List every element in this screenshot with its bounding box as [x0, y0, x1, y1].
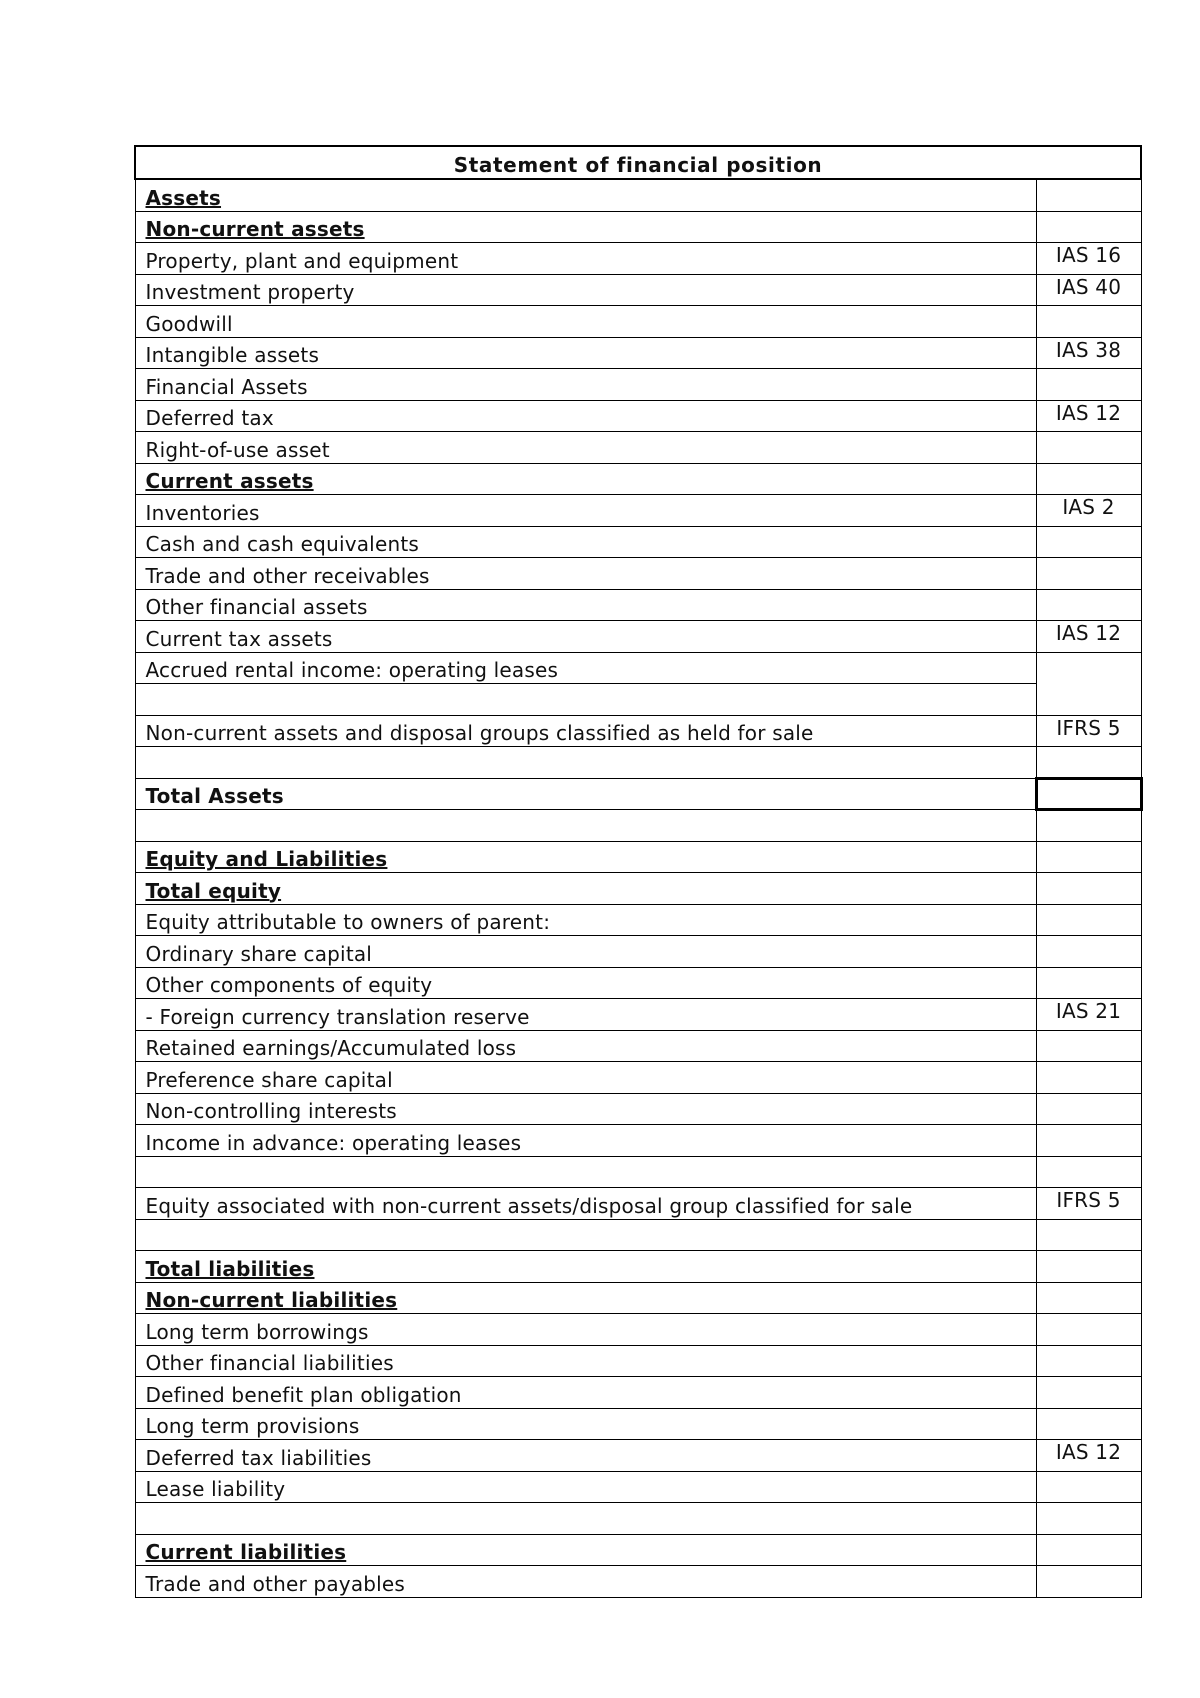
table-row: [135, 936, 1141, 968]
row-label: Inventories: [135, 495, 1036, 527]
row-label: Right-of-use asset: [135, 432, 1036, 464]
table-row: [135, 274, 1141, 306]
row-standard-ref: [1036, 1030, 1141, 1062]
row-standard-ref: [1036, 778, 1141, 810]
table-row: [135, 810, 1141, 842]
row-label: Defined benefit plan obligation: [135, 1377, 1036, 1409]
table-row: [135, 684, 1141, 716]
row-label: Cash and cash equivalents: [135, 526, 1036, 558]
row-standard-ref: [1036, 526, 1141, 558]
table-row: [135, 337, 1141, 369]
table-row: [135, 1156, 1141, 1188]
row-label: Financial Assets: [135, 369, 1036, 401]
row-label: Long term provisions: [135, 1408, 1036, 1440]
row-standard-ref: [1036, 1534, 1141, 1566]
row-standard-ref: IAS 16: [1036, 243, 1141, 275]
row-label: [135, 747, 1036, 779]
row-label: Non-current liabilities: [135, 1282, 1036, 1314]
row-label: [135, 810, 1036, 842]
row-label: - Foreign currency translation reserve: [135, 999, 1036, 1031]
table-row: [135, 526, 1141, 558]
row-standard-ref: [1036, 1282, 1141, 1314]
row-standard-ref: [1036, 967, 1141, 999]
row-label: Total equity: [135, 873, 1036, 905]
row-label: Current liabilities: [135, 1534, 1036, 1566]
table-body: [135, 146, 1141, 1597]
table-row: [135, 558, 1141, 590]
row-standard-ref: [1036, 936, 1141, 968]
row-standard-ref: IAS 40: [1036, 274, 1141, 306]
row-label: Total Assets: [135, 778, 1036, 810]
financial-position-table: [134, 145, 1143, 1598]
row-standard-ref: [1036, 1314, 1141, 1346]
row-label: Other financial liabilities: [135, 1345, 1036, 1377]
row-label: Retained earnings/Accumulated loss: [135, 1030, 1036, 1062]
row-standard-ref: [1036, 1062, 1141, 1094]
table-row: [135, 1377, 1141, 1409]
row-label: Lease liability: [135, 1471, 1036, 1503]
table-row: [135, 432, 1141, 464]
table-row: [135, 495, 1141, 527]
table-row: [135, 999, 1141, 1031]
row-label: Preference share capital: [135, 1062, 1036, 1094]
table-row: [135, 873, 1141, 905]
table-row: [135, 1093, 1141, 1125]
row-label: Investment property: [135, 274, 1036, 306]
row-standard-ref: IAS 12: [1036, 621, 1141, 653]
table-row: [135, 715, 1141, 747]
row-label: Deferred tax: [135, 400, 1036, 432]
row-standard-ref: [1036, 904, 1141, 936]
table-row: [135, 1534, 1141, 1566]
row-standard-ref: [1036, 1471, 1141, 1503]
row-label: Equity and Liabilities: [135, 841, 1036, 873]
table-row: [135, 904, 1141, 936]
row-label: Equity attributable to owners of parent:: [135, 904, 1036, 936]
row-label: Non-current assets and disposal groups classified as held for sale: [135, 715, 1036, 747]
table-row: [135, 1030, 1141, 1062]
row-standard-ref: [1036, 179, 1141, 211]
table-row: [135, 1188, 1141, 1220]
row-standard-ref: [1036, 810, 1141, 842]
row-standard-ref: [1036, 589, 1141, 621]
row-label: Intangible assets: [135, 337, 1036, 369]
row-standard-ref: IAS 21: [1036, 999, 1141, 1031]
table-row: [135, 1345, 1141, 1377]
row-label: Non-controlling interests: [135, 1093, 1036, 1125]
table-row: [135, 179, 1141, 211]
table-row: [135, 841, 1141, 873]
table-row: [135, 1440, 1141, 1472]
row-label: Goodwill: [135, 306, 1036, 338]
table-row: [135, 1062, 1141, 1094]
table-row: [135, 621, 1141, 653]
row-standard-ref: [1036, 1503, 1141, 1535]
table-row: [135, 243, 1141, 275]
row-label: Income in advance: operating leases: [135, 1125, 1036, 1157]
table-row: [135, 1125, 1141, 1157]
row-standard-ref: [1036, 1408, 1141, 1440]
table-row: [135, 747, 1141, 779]
row-standard-ref: IAS 12: [1036, 1440, 1141, 1472]
table-row: [135, 1251, 1141, 1283]
row-label: Accrued rental income: operating leases: [135, 652, 1036, 684]
row-label: [135, 1156, 1036, 1188]
row-label: Total liabilities: [135, 1251, 1036, 1283]
row-standard-ref: [1036, 1345, 1141, 1377]
row-standard-ref: [1036, 873, 1141, 905]
row-label: Trade and other receivables: [135, 558, 1036, 590]
row-standard-ref: [1036, 747, 1141, 779]
row-label: Long term borrowings: [135, 1314, 1036, 1346]
table-row: [135, 1566, 1141, 1598]
row-standard-ref: [1036, 1251, 1141, 1283]
table-row: [135, 1503, 1141, 1535]
table-row: [135, 306, 1141, 338]
row-standard-ref: [1036, 1377, 1141, 1409]
row-standard-ref: [1036, 558, 1141, 590]
row-standard-ref: [1036, 841, 1141, 873]
table-row: [135, 967, 1141, 999]
row-label: Deferred tax liabilities: [135, 1440, 1036, 1472]
financial-position-sheet: [134, 145, 1140, 1598]
row-label: Current tax assets: [135, 621, 1036, 653]
row-label: Ordinary share capital: [135, 936, 1036, 968]
row-standard-ref: [1036, 369, 1141, 401]
table-row: [135, 1408, 1141, 1440]
row-standard-ref: IAS 2: [1036, 495, 1141, 527]
row-standard-ref: [1036, 463, 1141, 495]
row-label: [135, 1219, 1036, 1251]
row-standard-ref: [1036, 652, 1141, 715]
row-label: Property, plant and equipment: [135, 243, 1036, 275]
row-label: [135, 684, 1036, 716]
row-label: Other financial assets: [135, 589, 1036, 621]
table-row: [135, 400, 1141, 432]
row-standard-ref: [1036, 1219, 1141, 1251]
row-standard-ref: [1036, 1125, 1141, 1157]
row-standard-ref: [1036, 1156, 1141, 1188]
table-row: [135, 463, 1141, 495]
row-label: Equity associated with non-current assets/disposal group classified for sale: [135, 1188, 1036, 1220]
table-row: [135, 1471, 1141, 1503]
row-label: Current assets: [135, 463, 1036, 495]
row-label: Other components of equity: [135, 967, 1036, 999]
table-row: [135, 1219, 1141, 1251]
table-row: [135, 211, 1141, 243]
row-standard-ref: [1036, 1093, 1141, 1125]
table-row: [135, 1314, 1141, 1346]
table-row: [135, 1282, 1141, 1314]
row-standard-ref: [1036, 306, 1141, 338]
row-label: Trade and other payables: [135, 1566, 1036, 1598]
row-label: Non-current assets: [135, 211, 1036, 243]
title-row: [135, 146, 1141, 179]
row-label: Assets: [135, 179, 1036, 211]
row-standard-ref: [1036, 432, 1141, 464]
row-standard-ref: IAS 12: [1036, 400, 1141, 432]
row-standard-ref: [1036, 211, 1141, 243]
row-standard-ref: IFRS 5: [1036, 1188, 1141, 1220]
table-row: [135, 652, 1141, 684]
row-standard-ref: [1036, 1566, 1141, 1598]
table-row: [135, 369, 1141, 401]
table-row: [135, 589, 1141, 621]
statement-title: Statement of financial position: [135, 146, 1141, 179]
table-row: [135, 778, 1141, 810]
row-label: [135, 1503, 1036, 1535]
row-standard-ref: IAS 38: [1036, 337, 1141, 369]
row-standard-ref: IFRS 5: [1036, 715, 1141, 747]
